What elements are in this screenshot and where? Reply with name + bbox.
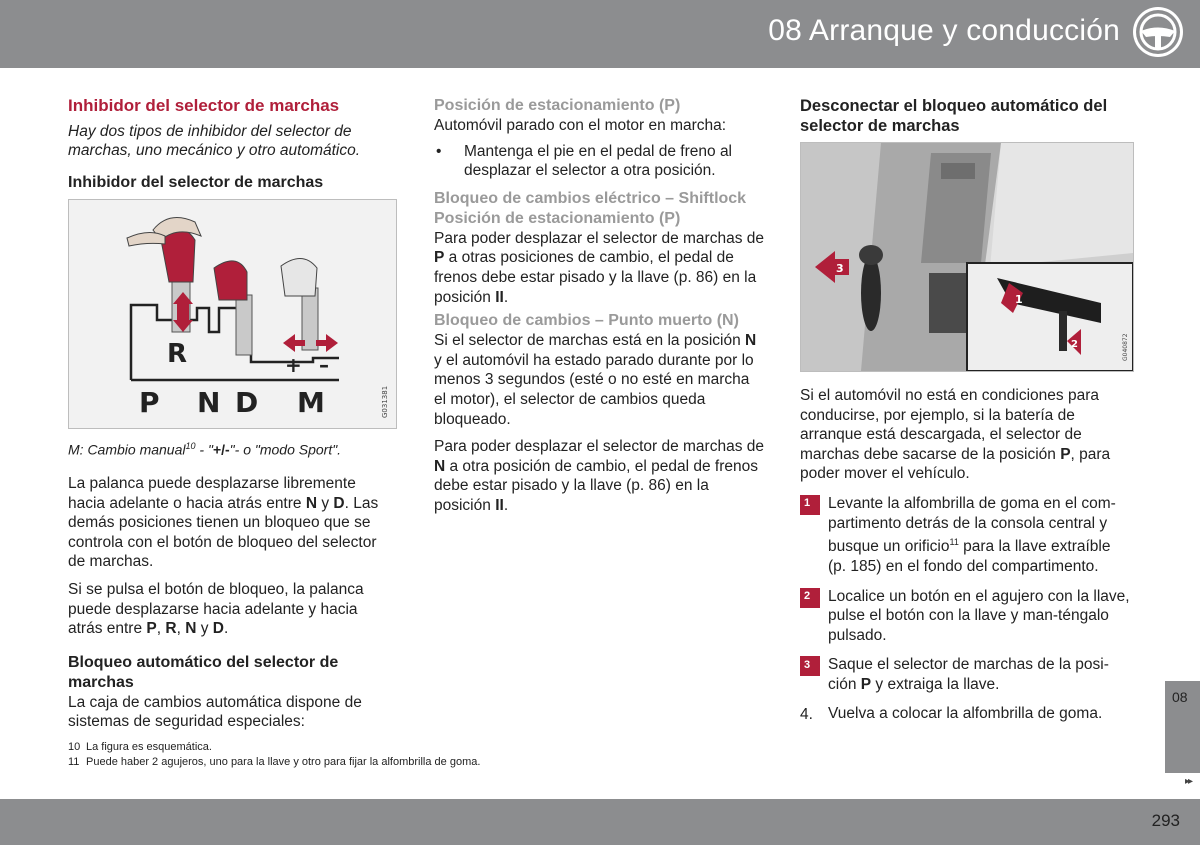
bullet-dot: • <box>436 142 442 160</box>
footnotes <box>68 740 480 770</box>
gate-label-n: N <box>197 385 221 419</box>
bullet-item: • Mantenga el pie en el pedal de freno al desplazar el selector a otra posición. <box>436 142 733 180</box>
figure-code: G040872 <box>1122 333 1129 361</box>
paragraph: La caja de cambios automática dispone de sistemas de seguridad especiales: <box>68 693 362 731</box>
gate-label-r: R <box>167 338 188 369</box>
step-number-icon: 2 <box>800 588 820 608</box>
step-item: 1 Levante la alfombrilla de goma en el com-partimento detrás de la consola central y busque un orificio$^{11}$ para la llave extraíble (p. 185) en el fondo del compartimento. <box>800 494 1130 577</box>
subheading: Posición de estacionamiento (P) <box>434 97 681 114</box>
gate-label-plus: + <box>285 352 302 377</box>
subheading: Desconectar el bloqueo automático del selector de marchas <box>800 97 1108 135</box>
step-number-icon: 1 <box>800 495 820 515</box>
next-page-icon[interactable]: ▸▸ <box>1185 776 1192 787</box>
paragraph: Para poder desplazar el selector de marchas de P a otras posiciones de cambio, el pedal de frenos debe estar pisado y la llave (p. 86) en la posición II. <box>434 229 764 306</box>
figure-caption: M: Cambio manual$^{10}$ - "+/-"- o "modo Sport". <box>68 440 342 458</box>
figure-code: G031381 <box>381 385 389 418</box>
paragraph: Automóvil parado con el motor en marcha: <box>434 117 727 134</box>
section-heading: Inhibidor del selector de marchas <box>68 96 340 115</box>
column-right <box>800 94 1130 735</box>
step-item: 2 Localice un botón en el agujero con la llave, pulse el botón con la llave y man-téngalo pulsado. <box>800 587 1130 646</box>
footnote: 11 Puede haber 2 agujeros, uno para la llave y otro para fijar la alfombrilla de goma. <box>68 756 481 768</box>
console-photo-illustration <box>800 142 1134 372</box>
gate-label-d: D <box>235 385 259 419</box>
chapter-title: 08 Arranque y conducción <box>768 14 1120 47</box>
chapter-tab[interactable]: 08 <box>1165 681 1200 773</box>
paragraph: Para poder desplazar el selector de marchas de N a otra posición de cambio, el pedal de frenos debe estar pisado y la llave (p. 86) en la posición II. <box>434 438 764 514</box>
paragraph: Si el automóvil no está en condiciones para conducirse, por ejemplo, si la batería de arranque está descargada, el selector de marchas debe sacarse de la posición P, para poder mover el vehículo. <box>800 387 1111 483</box>
gate-label-minus: – <box>319 352 329 377</box>
step-marker-2: 2 <box>1071 339 1078 350</box>
page-number: 293 <box>1151 811 1180 830</box>
page-footer <box>0 799 1200 845</box>
paragraph: La palanca puede desplazarse libremente hacia adelante o hacia atrás entre N y D. Las demás posiciones tienen un bloqueo que se controla con el botón de bloqueo del selector de marchas. <box>68 475 379 571</box>
footnote: 10 La figura es esquemática. <box>68 741 212 753</box>
step-marker-3: 3 <box>836 262 844 275</box>
steering-wheel-icon <box>1130 4 1186 60</box>
gate-label-m: M <box>297 385 325 419</box>
step-item: 4. Vuelva a colocar la alfombrilla de goma. <box>800 705 1103 724</box>
column-middle <box>434 94 764 524</box>
step-item: 3 Saque el selector de marchas de la posi-ción P y extraiga la llave. <box>800 655 1130 694</box>
gear-selector-illustration <box>68 199 397 429</box>
subheading: Inhibidor del selector de marchas <box>68 173 324 191</box>
subheading: Bloqueo de cambios – Punto muerto (N) <box>434 312 739 330</box>
column-left <box>68 94 396 740</box>
gate-label-p: P <box>139 385 160 419</box>
paragraph: Si se pulsa el botón de bloqueo, la palanca puede desplazarse hacia adelante y hacia atrás entre P, R, N y D. <box>68 581 364 638</box>
subheading: Bloqueo automático del selector de marchas <box>68 653 339 691</box>
step-marker-1: 1 <box>1015 293 1023 306</box>
intro-text: Hay dos tipos de inhibidor del selector de marchas, uno mecánico y otro automático. <box>68 122 361 160</box>
step-number-icon: 3 <box>800 656 820 676</box>
page-header <box>0 0 1200 68</box>
subheading: Bloqueo de cambios eléctrico – Shiftlock Posición de estacionamiento (P) <box>434 189 747 227</box>
paragraph: Si el selector de marchas está en la posición N y el automóvil ha estado parado durante por lo menos 3 segundos (esté o no esté en marcha el motor), el selector de cambios queda bloqueado. <box>434 332 757 428</box>
